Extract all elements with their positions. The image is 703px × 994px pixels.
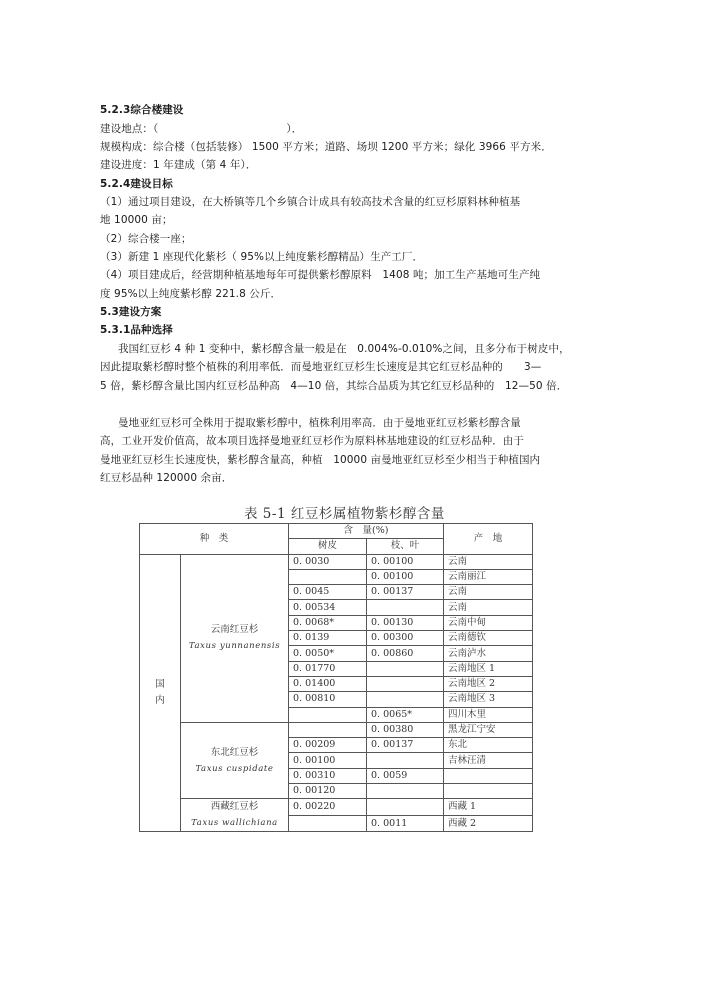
paragraph-2-line-a: 曼地亚红豆杉可全株用于提取紫杉醇中，植株利用率高．由于曼地亚红豆杉紫杉醇含量 <box>118 417 521 429</box>
twig-value: 0. 00137 <box>367 585 444 600</box>
twig-value: 0. 0059 <box>367 768 444 783</box>
bark-value: 0. 00100 <box>289 753 367 768</box>
twig-value: 0. 00300 <box>367 631 444 646</box>
origin-value: 西藏 1 <box>444 799 533 816</box>
construction-site-line: 建设地点：（ ）． <box>100 123 303 135</box>
header-origin: 产 地 <box>444 524 533 555</box>
taxol-content-table <box>139 523 533 832</box>
twig-value: 0. 00380 <box>367 722 444 737</box>
bark-value: 0. 00120 <box>289 784 367 799</box>
table-row <box>140 799 533 816</box>
twig-value <box>367 799 444 816</box>
bark-value: 0. 00534 <box>289 600 367 615</box>
bark-value: 0. 0139 <box>289 631 367 646</box>
origin-value: 云南中甸 <box>444 615 533 630</box>
twig-value: 0. 0011 <box>367 815 444 832</box>
origin-value <box>444 768 533 783</box>
twig-value: 0. 00100 <box>367 569 444 584</box>
origin-value: 东北 <box>444 738 533 753</box>
paragraph-1-line-b: 因此提取紫杉醇时整个植株的利用率低．而曼地亚红豆杉生长速度是其它红豆杉品种的 3— <box>100 361 542 373</box>
origin-value: 云南地区 2 <box>444 676 533 691</box>
origin-value: 云南 <box>444 600 533 615</box>
heading-5-2-4: 5.2.4建设目标 <box>100 178 173 190</box>
heading-5-2-3: 5.2.3综合楼建设 <box>100 104 184 116</box>
paragraph-2-line-b: 高，工业开发价值高，故本项目选择曼地亚红豆杉作为原料林基地建设的红豆杉品种．由于 <box>100 435 524 447</box>
origin-value: 云南 <box>444 554 533 569</box>
species-dongbei-cell <box>181 722 289 798</box>
bark-value: 0. 01770 <box>289 661 367 676</box>
twig-value: 0. 00100 <box>367 554 444 569</box>
twig-value <box>367 600 444 615</box>
origin-value: 四川木里 <box>444 707 533 722</box>
twig-value <box>367 661 444 676</box>
goal-1-line-b: 地 10000 亩； <box>100 214 173 226</box>
twig-value <box>367 784 444 799</box>
goal-4-line-b: 度 95%以上纯度紫杉醇 221.8 公斤． <box>100 288 282 300</box>
species-yunnan-cell <box>181 554 289 722</box>
goal-1-line-a: （1）通过项目建设，在大桥镇等几个乡镇合计成具有较高技术含量的红豆杉原料林种植基 <box>100 196 521 208</box>
goal-4-line-a: （4）项目建成后，经营期种植基地每年可提供紫杉醇原料 1408 吨；加工生产基地可生产纯 <box>100 269 541 281</box>
bark-value <box>289 815 367 832</box>
origin-value: 吉林汪清 <box>444 753 533 768</box>
origin-value: 黑龙江宁安 <box>444 722 533 737</box>
goal-2-line: （2）综合楼一座； <box>100 233 192 245</box>
header-species: 种 类 <box>140 524 289 555</box>
bark-value: 0. 0068* <box>289 615 367 630</box>
paragraph-1-line-a: 我国红豆杉 4 种 1 变种中，紫杉醇含量一般是在 0.004%-0.010%之间，且多分布于树皮中， <box>118 343 570 355</box>
origin-value: 云南地区 1 <box>444 661 533 676</box>
species-xizang-cell <box>181 799 289 832</box>
twig-value: 0. 00860 <box>367 646 444 661</box>
species-dongbei-name: 东北红豆杉 <box>210 746 259 758</box>
species-dongbei-latin: Taxus cuspidate <box>195 763 274 774</box>
species-yunnan-name: 云南红豆杉 <box>210 624 259 636</box>
bark-value: 0. 0050* <box>289 646 367 661</box>
species-xizang-latin: Taxus wallichiana <box>191 818 278 829</box>
scale-line: 规模构成：综合楼（包括装修） 1500 平方米；道路、场坝 1200 平方米；绿化 3966 平方米． <box>100 141 552 153</box>
header-content: 含 量(%) <box>289 524 444 539</box>
bark-value: 0. 01400 <box>289 676 367 691</box>
twig-value: 0. 00137 <box>367 738 444 753</box>
table-header-row <box>140 524 533 539</box>
bark-value: 0. 00310 <box>289 768 367 783</box>
bark-value: 0. 00810 <box>289 692 367 707</box>
table-title: 表 5-1 红豆杉属植物紫杉醇含量 <box>244 506 445 522</box>
twig-value <box>367 676 444 691</box>
bark-value <box>289 707 367 722</box>
header-bark: 树皮 <box>289 539 367 554</box>
species-xizang-name: 西藏红豆杉 <box>210 801 259 813</box>
twig-value: 0. 0065* <box>367 707 444 722</box>
bark-value: 0. 00209 <box>289 738 367 753</box>
origin-value <box>444 784 533 799</box>
origin-value: 云南地区 3 <box>444 692 533 707</box>
origin-value: 云南德钦 <box>444 631 533 646</box>
bark-value <box>289 722 367 737</box>
paragraph-2-line-c: 曼地亚红豆杉生长速度快，紫杉醇含量高，种植 10000 亩曼地亚红豆杉至少相当于种植国内 <box>100 454 541 466</box>
heading-5-3-1: 5.3.1品种选择 <box>100 324 173 336</box>
bark-value: 0. 00220 <box>289 799 367 816</box>
origin-value: 云南 <box>444 585 533 600</box>
twig-value: 0. 00130 <box>367 615 444 630</box>
header-twig-leaf: 枝、叶 <box>367 539 444 554</box>
bark-value <box>289 569 367 584</box>
progress-line: 建设进度：1 年建成（第 4 年）． <box>100 159 257 171</box>
species-yunnan-latin: Taxus yunnanensis <box>188 641 281 652</box>
paragraph-2-line-d: 红豆杉品种 120000 余亩． <box>100 472 233 484</box>
bark-value: 0. 0045 <box>289 585 367 600</box>
bark-value: 0. 0030 <box>289 554 367 569</box>
region-cell: 国 内 <box>140 554 181 832</box>
origin-value: 西藏 2 <box>444 815 533 832</box>
paragraph-1-line-c: 5 倍，紫杉醇含量比国内红豆杉品种高 4—10 倍，其综合品质为其它红豆杉品种的 12—50 倍． <box>100 380 568 392</box>
table-row <box>140 722 533 737</box>
origin-value: 云南泸水 <box>444 646 533 661</box>
table-row <box>140 554 533 569</box>
heading-5-3: 5.3建设方案 <box>100 306 162 318</box>
twig-value <box>367 692 444 707</box>
goal-3-line: （3）新建 1 座现代化紫杉（ 95%以上纯度紫杉醇精品）生产工厂． <box>100 251 424 263</box>
twig-value <box>367 753 444 768</box>
origin-value: 云南丽江 <box>444 569 533 584</box>
